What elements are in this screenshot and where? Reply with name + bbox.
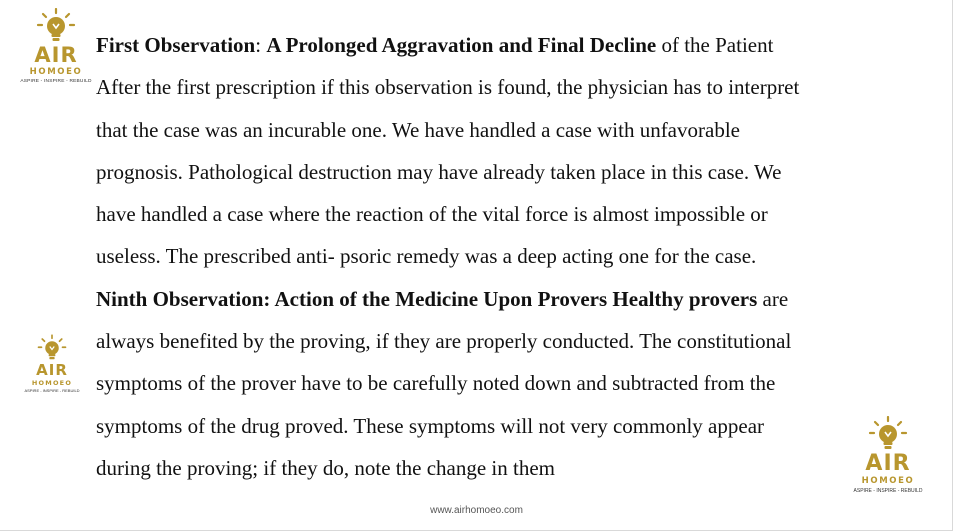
lightbulb-icon (37, 334, 67, 362)
paragraph-heading-ninth-observation (96, 278, 916, 320)
logo-sub: HOMOEO (861, 476, 915, 486)
body-line: that the case was an incurable one. We have handled a case with unfavorable (96, 117, 740, 142)
body-line: After the first prescription if this observation is found, the physician has to interpret (96, 75, 800, 100)
heading-bold: A Prolonged Aggravation and Final Decline (266, 33, 657, 57)
logo-middle (22, 334, 82, 393)
body-line: have handled a case where the reaction of the vital force is almost impossible or (96, 202, 768, 227)
logo-sub: HOMOEO (29, 67, 83, 77)
heading-bold: Ninth Observation: Action of the Medicine Upon Provers Healthy provers (96, 286, 758, 311)
body-line: always benefited by the proving, if they are properly conducted. The constitutional (96, 329, 792, 354)
footer-url[interactable]: www.airhomoeo.com (430, 505, 523, 516)
body-line: during the proving; if they do, note the change in them (96, 455, 555, 480)
heading-rest: of the Patient (656, 33, 774, 57)
logo-tagline: ASPIRE - INSPIRE - REBUILD (20, 78, 92, 84)
heading-rest: are (757, 286, 789, 311)
logo-top (18, 8, 94, 84)
logo-sub: HOMOEO (31, 379, 73, 387)
body-line: useless. The prescribed anti- psoric remedy was a deep acting one for the case. (96, 244, 757, 269)
document-body (96, 24, 916, 489)
logo-tagline: ASPIRE - INSPIRE - REBUILD (24, 387, 80, 393)
logo-brand: AIR (34, 43, 78, 67)
logo-brand: AIR (36, 361, 68, 379)
body-line: symptoms of the prover have to be carefully noted down and subtracted from the (96, 371, 776, 396)
logo-tagline: ASPIRE - INSPIRE - REBUILD (853, 487, 923, 494)
paragraph-heading-first-observation (96, 24, 916, 66)
heading-bold: First Observation (96, 33, 256, 57)
heading-separator: : (255, 33, 267, 57)
logo-brand: AIR (865, 451, 911, 476)
body-line: prognosis. Pathological destruction may have already taken place in this case. We (96, 159, 782, 184)
lightbulb-icon (36, 8, 76, 44)
body-line: symptoms of the drug proved. These symptoms will not very commonly appear (96, 413, 765, 438)
